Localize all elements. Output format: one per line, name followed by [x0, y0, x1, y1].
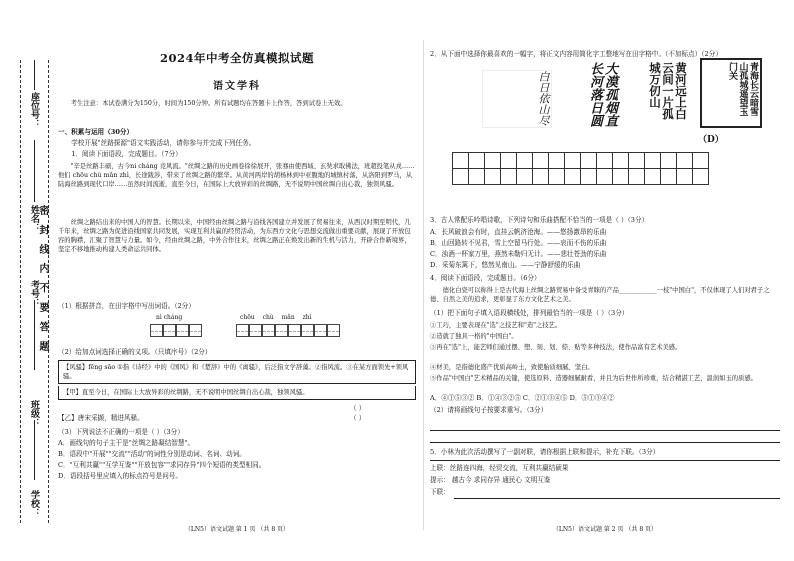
school-label: 学校：: [29, 490, 39, 517]
answer-line-1[interactable]: [430, 430, 780, 431]
sentence-4: ④材美，是指德化盛产优质高岭土，致使胎质细腻、坚白。: [430, 364, 594, 371]
grid-cell[interactable]: [249, 324, 262, 337]
grid-cell[interactable]: [314, 324, 327, 337]
question-3: 3．古人常配乐吟唱诗歌，下列诗句和乐曲搭配不恰当的一项是（ ）（3分）: [430, 216, 649, 224]
grid-cell[interactable]: [262, 324, 275, 337]
q3-option-b: B．山回路转不见君，雪上空留马行处。——哀而不伤的乐曲: [430, 239, 607, 247]
couplet-lower-label: 下联：: [430, 488, 450, 496]
writing-grid-1[interactable]: [150, 324, 202, 337]
sentence-2: ②造就了独具一格的"中国白"。: [430, 333, 518, 340]
grid-cell[interactable]: [288, 324, 301, 337]
question-1-1: （1）根据拼音，在田字格中写出词语。（2分）: [58, 302, 195, 310]
name-label: 姓名：: [29, 205, 39, 232]
grid-cell[interactable]: [236, 324, 249, 337]
sentence-jia: 【甲】直至今日，在国际上大放异彩的丝绸路，无不说明中国丝绸自出心裁，独领风骚。: [58, 386, 416, 400]
question-4-2: （2）请将画线句子按要求重写。（3分）: [430, 406, 548, 414]
grid-cell[interactable]: [189, 324, 202, 337]
passage-paragraph-2: 丝绸之路结出来的中国人的智慧。长期以来，中国经由丝绸之路与沿线各国建立并发展了贸易往来，从西汉时期至明代，几千年来，丝绸之路为促进沿线国家共同发展，实现互利共赢的经贸活动，为东西方文化与思想交流做出重要贡献，展现了开放包容的胸襟，汇聚了智慧与力量。如今，经由丝绸之路，中外合作往来，丝绸之路正在焕发出新的生机与活力，开辟合作新境界，坚定不移地推动构建人类命运共同体。: [58, 219, 411, 254]
calligraphy-samples: [482, 58, 762, 128]
grid-cell[interactable]: [327, 324, 340, 337]
grid-cell[interactable]: [176, 324, 189, 337]
q3-option-c: C．浊酒一杯家万里，燕然未勒归无计。——悲壮苍劲的乐曲: [430, 250, 607, 258]
sentence-yi: 【乙】唐宋采撷，精进风骚。: [58, 414, 144, 422]
q4-options: A．④①⑤③② B．①④③②⑤ C．②①③④⑤ D．⑤①③④②: [430, 394, 615, 402]
passage-paragraph-1: "辛是丝路丰硕，古今ni cháng 竞风流。"丝绸之路的历史画卷徐徐展开，张骞由使西域、玄奘求取佛法，班超投笔从戎……他们 chōu chù mǎn zhì，长途跋涉，带来了丝绸之路的繁华。从黄河两岸的胡杨林到中亚腹地的城镇村落，从洛阳到罗马，从陆海丝路到现代口岸……虽然时间流逝，直至今日，在国际上大放异彩的丝绸路，无不说明中国丝绸自出心裁，独领风骚。: [58, 163, 415, 189]
exam-notice: 考生注意：本试卷满分为150分，时间为150分钟。所有试题均在答题卡上作答，答到试卷上无效。: [70, 100, 347, 107]
class-label: 班级：: [29, 400, 39, 427]
sentence-5: ⑤作品"中国白"艺术精品的关键，使选原料、造器细腻耐看，并且为后世作所珍重，结合精湛工艺，温润如玉的质感。: [430, 375, 757, 382]
section-heading: 一、积累与运用（30分）: [58, 128, 134, 136]
option-a: A．画线句的句子主干是"丝绸之路凝结智慧"。: [58, 439, 195, 447]
couplet-upper: 上联：丝路连四海，经贸交流，互利共赢结硕果: [430, 464, 569, 472]
sentence-1: ①工巧，主要表现在"选"之技艺和"造"之技艺。: [430, 322, 562, 329]
answer-grid-q2[interactable]: [452, 152, 709, 185]
couplet-answer-line[interactable]: [454, 498, 780, 499]
binding-margin: [0, 0, 52, 561]
subject-title: 语文学科: [213, 81, 261, 92]
exam-title: 2024年中考全仿真模拟试题: [159, 51, 314, 65]
pinyin-1: nì cháng: [156, 314, 183, 321]
page-2: [430, 0, 780, 561]
q5-divider: [430, 460, 780, 461]
question-4-1: （1）把下面句子填入语段横线处，排列最恰当的一项是（ ）（3分）: [430, 309, 629, 317]
question-1-2: （2）给加点词选择正确的义项。（只填序号）（2分）: [58, 348, 212, 356]
sentence-3: ③再在"选"上，能艺师们通过摆、塑、刻、划、捺、贴等多种技法，使作品富有艺术美感。: [430, 344, 682, 351]
grid-cell[interactable]: [163, 324, 176, 337]
class-line: [34, 420, 35, 480]
grid-cell[interactable]: [275, 324, 288, 337]
page-1: [58, 0, 416, 561]
definition-box: 【风骚】fēng sāo ①指《诗经》中的《国风》和《楚辞》中的《离骚》，后泛指文学辞藻。②指风流。③在某方面领先+领风骚。: [58, 360, 416, 384]
pinyin-2: chōu chù mǎn zhì: [240, 314, 312, 321]
calligraphy-d-label: （D）: [698, 135, 724, 145]
couplet-hint: 提示： 越古今 求同存异 通民心 文明互鉴: [430, 476, 551, 484]
calligraphy-d: 青海长云暗雪山孤城遥望玉门关: [700, 58, 762, 128]
page-footer-2: （LN5）语文试题 第 2 页 （共 8 页）: [552, 526, 658, 533]
answer-line-2[interactable]: [430, 442, 780, 443]
answer-paren-yi[interactable]: （ ）: [350, 414, 366, 422]
question-1: 1．阅读下面语段，完成题目。（7分）: [71, 150, 182, 158]
q4-passage: 德化白瓷可以称得上是古代海上丝绸之路贸易中备受青睐的产品____________一枝"中国白"，不仅体现了人们对君子之德、自然之美的追求，更彰显了东方文化艺术之美。: [430, 287, 770, 304]
q3-option-a: A．长风破浪会有时，直挂云帆济沧海。——悠扬激昂的乐曲: [430, 228, 607, 236]
writing-grid-2[interactable]: [236, 324, 340, 337]
name-line: [34, 140, 35, 202]
answer-paren-jia[interactable]: （ ）: [350, 404, 366, 412]
q3-option-d: D．采菊东篱下，悠然见南山。——宁静舒缓的乐曲: [430, 261, 581, 269]
calligraphy-c: 黄河远上白云间一片孤城万仞山: [648, 62, 688, 120]
page-footer-1: （LN5）语文试题 第 1 页 （共 8 页）: [184, 526, 290, 533]
option-b: B．语段中"开展""交流""活动"的词性分别是动词、名词、动词。: [58, 450, 246, 458]
column-separator: [423, 40, 424, 530]
examno-label: 考号：: [29, 280, 39, 307]
calligraphy-a: 白日依山尽: [482, 70, 552, 128]
question-4: 4．阅读下面语段，完成题目。（6分）: [430, 274, 541, 282]
question-2: 2．从下面中选择你最喜欢的一幅字，将正文内容用简化字工整地写在田字格中。（不加标点）（2分）: [430, 50, 722, 58]
question-1-3: （3）下列说法不正确的一项是（ ）（3分）: [58, 428, 184, 436]
option-d: D．语段括号里应填入的标点符号是问号。: [58, 472, 182, 480]
question-5: 5．小林为此次活动撰写了一副对联，请你根据上联和提示，补充下联。（3分）: [430, 448, 660, 456]
option-c: C．"互利共赢""互学互鉴""开放包容""求同存异"四个短语的类型相同。: [58, 461, 266, 469]
activity-intro: 学校开展"丝路探源"语文实践活动，请你参与并完成下列任务。: [71, 139, 256, 147]
seat-label: 座位号：: [29, 92, 39, 128]
seat-line: [34, 60, 35, 90]
dashed-line: [20, 60, 21, 523]
seal-text: 密 封 线 内 不 要 答 题: [37, 205, 48, 355]
calligraphy-b: 大漠孤烟直长河落日圆: [587, 62, 617, 127]
grid-cell[interactable]: [301, 324, 314, 337]
grid-cell[interactable]: [150, 324, 163, 337]
